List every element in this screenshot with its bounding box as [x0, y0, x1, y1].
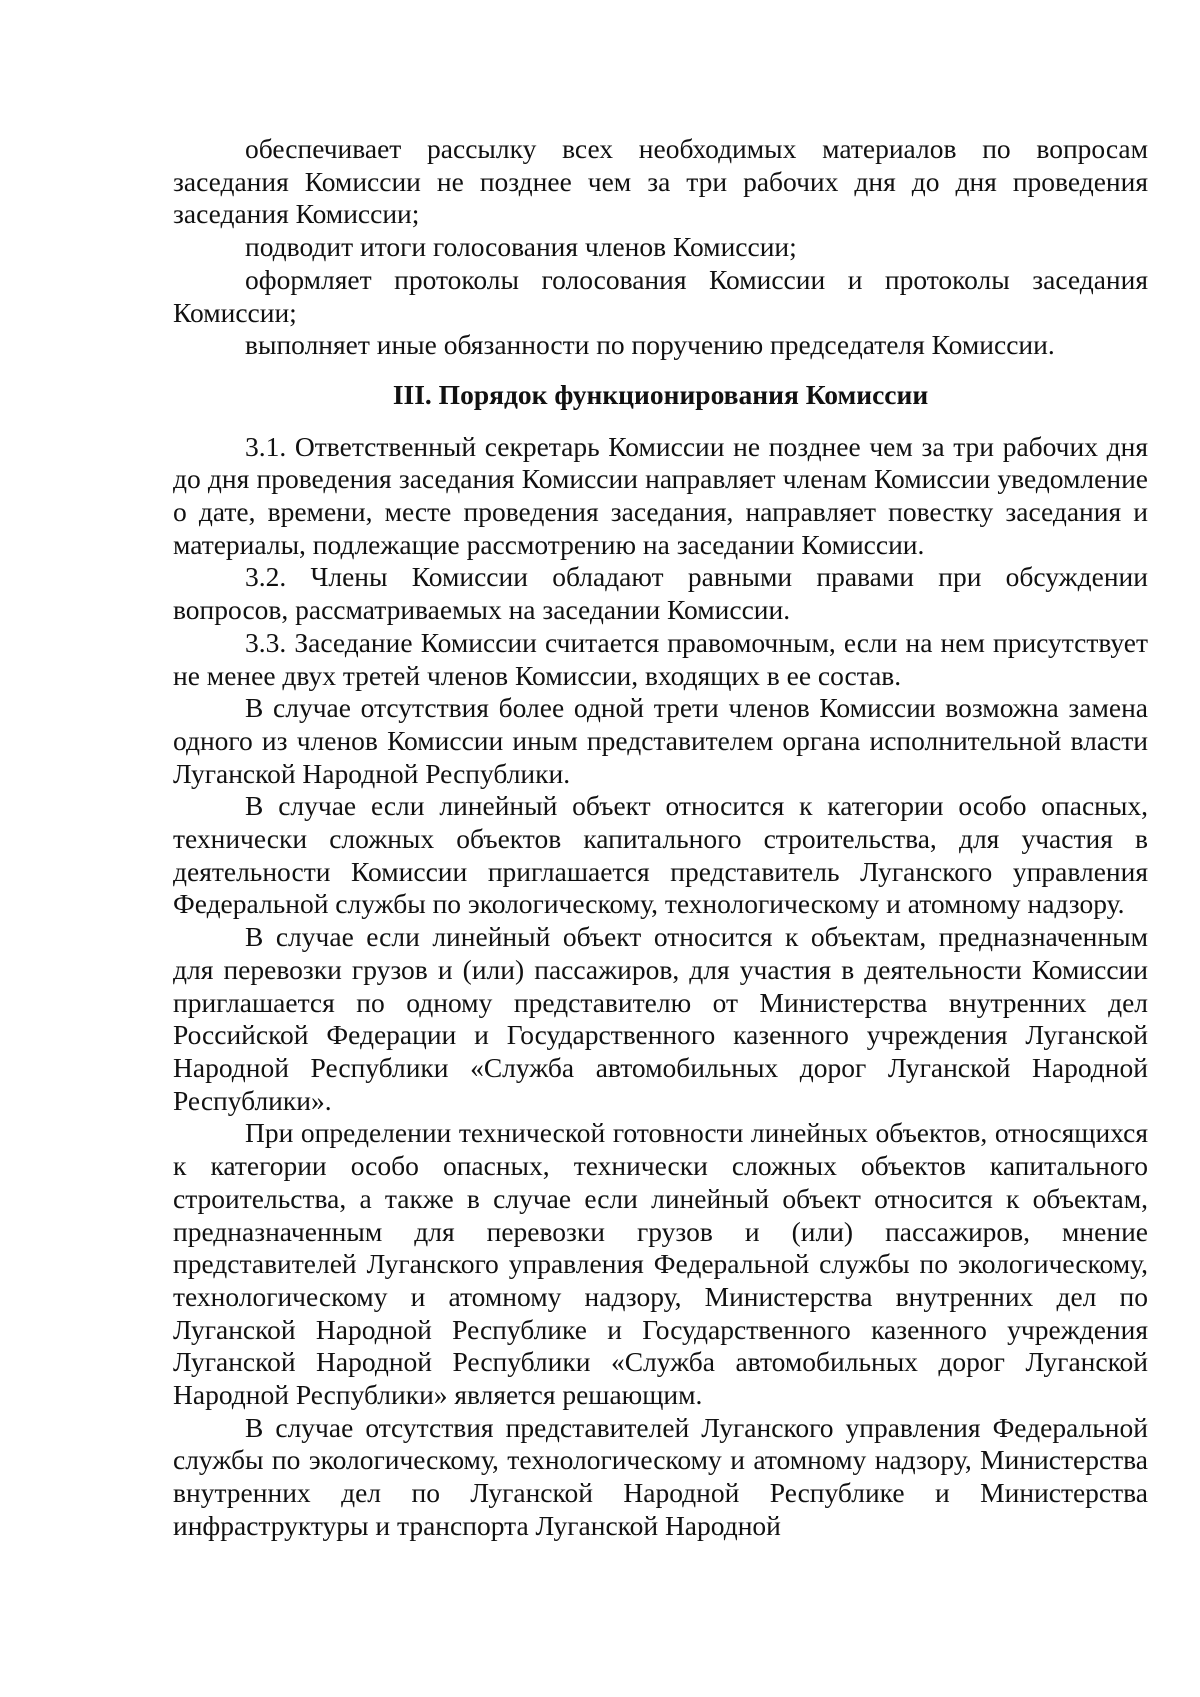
paragraph-3-1: 3.1. Ответственный секретарь Комиссии не позднее чем за три рабочих дня до дня проведения заседания Комиссии направляет членам Комиссии уведомление о дате, времени, месте проведения заседания, направляет повестку заседания и материалы, подлежащие рассмотрению на заседании Комиссии. [173, 430, 1148, 560]
paragraph-hazardous-objects: В случае если линейный объект относится к категории особо опасных, технически сложных объектов капитального строительства, для участия в деятельности Комиссии приглашается представитель Луганского управления Федеральной службы по экологическому, технологическому и атомному надзору. [173, 790, 1148, 920]
paragraph-protocols: оформляет протоколы голосования Комиссии и протоколы заседания Комиссии; [173, 263, 1148, 328]
section-heading: III. Порядок функционирования Комиссии [392, 378, 929, 410]
paragraph-other-duties: выполняет иные обязанности по поручению председателя Комиссии. [245, 329, 1055, 361]
paragraph-absence-replacement: В случае отсутствия более одной трети членов Комиссии возможна замена одного из членов Комиссии иным представителем органа исполнительной власти Луганской Народной Республики. [173, 692, 1148, 789]
paragraph-voting-results: подводит итоги голосования членов Комиссии; [245, 231, 797, 263]
paragraph-3-3: 3.3. Заседание Комиссии считается правомочным, если на нем присутствует не менее двух третей членов Комиссии, входящих в ее состав. [173, 626, 1148, 691]
document-page [173, 133, 1148, 1543]
paragraph-transport-objects: В случае если линейный объект относится к объектам, предназначенным для перевозки грузов и (или) пассажиров, для участия в деятельности Комиссии приглашается по одному представителю от Министерства внутренних дел Российской Федерации и Государственного казенного учреждения Луганской Народной Республики «Служба автомобильных дорог Луганской Народной Республики». [173, 921, 1148, 1116]
paragraph-3-2: 3.2. Члены Комиссии обладают равными правами при обсуждении вопросов, рассматриваемых на заседании Комиссии. [173, 561, 1148, 626]
paragraph-representatives-absence: В случае отсутствия представителей Луганского управления Федеральной службы по экологическому, технологическому и атомному надзору, Министерства внутренних дел по Луганской Народной Республике и Министерства инфраструктуры и транспорта Луганской Народной [173, 1411, 1148, 1541]
paragraph-mailing-duty: обеспечивает рассылку всех необходимых материалов по вопросам заседания Комиссии не позднее чем за три рабочих дня до дня проведения заседания Комиссии; [173, 133, 1148, 230]
paragraph-technical-readiness: При определении технической готовности линейных объектов, относящихся к категории особо опасных, технически сложных объектов капитального строительства, а также в случае если линейный объект относится к объектам, предназначенным для перевозки грузов и (или) пассажиров, мнение представителей Луганского управления Федеральной службы по экологическому, технологическому и атомному надзору, Министерства внутренних дел по Луганской Народной Республике и Государственного казенного учреждения Луганской Народной Республики «Служба автомобильных дорог Луганской Народной Республики» является решающим. [173, 1117, 1148, 1411]
